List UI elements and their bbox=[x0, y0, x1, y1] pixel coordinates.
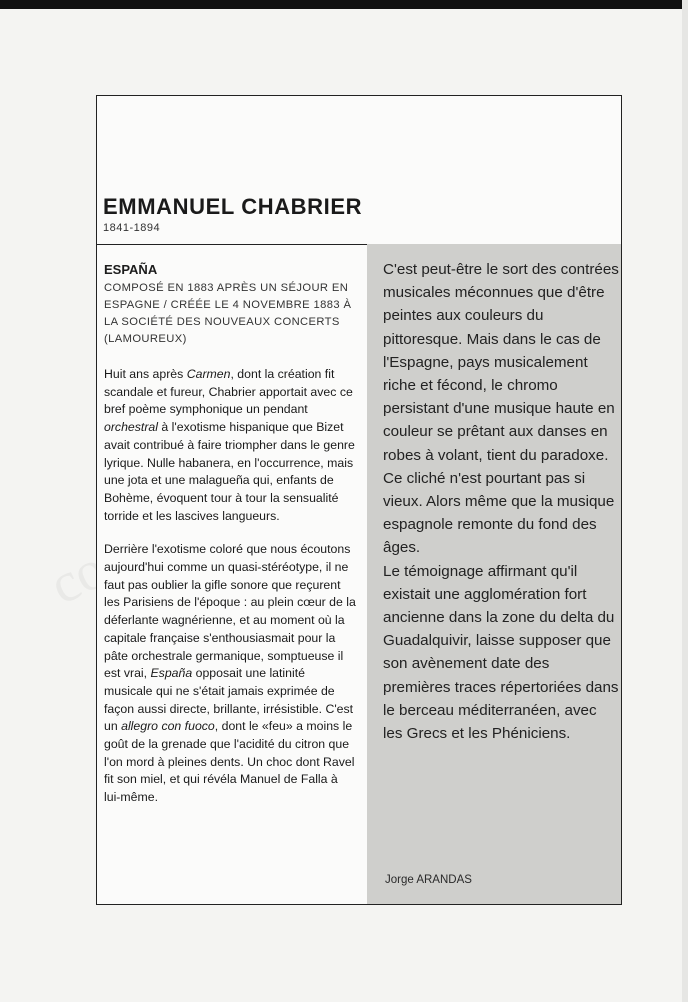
paragraph-1-italic: orchestral bbox=[104, 420, 158, 435]
paragraph-1-text: à l'exotisme hispanique que Bizet avait contribué à faire triompher dans le genre lyrique. Nulle habanera, en l'occurrence, mais une jota et une malagueña qui, enfants de Bohème, évoquent tour à tour la sensualité torride et les lascives langueurs. bbox=[104, 420, 355, 523]
scan-top-edge bbox=[0, 0, 688, 9]
paragraph-2-text: , dont le «feu» a moins le goût de la grenade que l'acidité du citron que l'on mord à pleines dents. Un choc dont Ravel fit son miel, et qui révéla Manuel de Falla à lui-même. bbox=[104, 719, 355, 805]
paragraph-1-text: Huit ans après bbox=[104, 367, 187, 381]
paragraph-2 bbox=[104, 541, 356, 807]
composer-header bbox=[97, 96, 621, 245]
author-signature: Jorge ARANDAS bbox=[385, 874, 472, 886]
quote-paragraph-2: Le témoignage affirmant qu'il existait une agglomération fort ancienne dans la zone du delta du Guadalquivir, laisse supposer que son avènement date des premières traces répertoriées dans le berceau méditerranéen, avec les Grecs et les Phéniciens. bbox=[383, 562, 619, 743]
paragraph-1-text: , dont la création fit scandale et fureur, Chabrier apportait avec ce bref poème symphonique un pendant bbox=[104, 367, 353, 417]
scan-right-edge bbox=[682, 0, 688, 1002]
paragraph-1-italic: Carmen bbox=[186, 367, 231, 381]
quote-paragraph-1: C'est peut-être le sort des contrées musicales méconnues que d'être peintes aux couleurs du pittoresque. Mais dans le cas de l'Espagne, pays musicalement riche et fécond, le chromo persistant d'une musique haute en couleur se prêtant aux danses en robes à volant, tient du paradoxe. Ce cliché n'est pourtant pas si vieux. Alors même que la musique espagnole remonte du fond des âges. bbox=[383, 261, 619, 557]
composer-dates: 1841-1894 bbox=[103, 222, 161, 234]
composer-name: EMMANUEL CHABRIER bbox=[103, 194, 363, 219]
program-note-card bbox=[96, 95, 622, 905]
paragraph-2-text: Derrière l'exotisme coloré que nous écoutons aujourd'hui comme un quasi-stéréotype, il ne faut pas oublier la gifle sonore que reçurent les Parisiens de l'époque : au plein cœur de la déferlante wagnérienne, et au moment où la capitale française s'enthousiasmait pour la pâte orchestrale germanique, somptueuse il est vrai, bbox=[104, 542, 356, 681]
quote-panel bbox=[367, 244, 621, 904]
paragraph-1 bbox=[104, 366, 356, 525]
work-info: COMPOSÉ EN 1883 APRÈS UN SÉJOUR EN ESPAGNE / CRÉÉE LE 4 NOVEMBRE 1883 À LA SOCIÉTÉ DES NOUVEAUX CONCERTS (LAMOUREUX) bbox=[104, 282, 352, 345]
work-title: ESPAÑA bbox=[104, 262, 158, 277]
program-notes-column bbox=[104, 262, 356, 823]
paragraph-2-text: opposait une latinité musicale qui ne s'était jamais exprimée de façon aussi directe, brillante, irrésistible. C'est un bbox=[104, 666, 354, 734]
paragraph-2-italic: España bbox=[150, 666, 193, 681]
quote-text bbox=[383, 258, 619, 745]
paragraph-2-italic: allegro con fuoco bbox=[121, 719, 215, 734]
